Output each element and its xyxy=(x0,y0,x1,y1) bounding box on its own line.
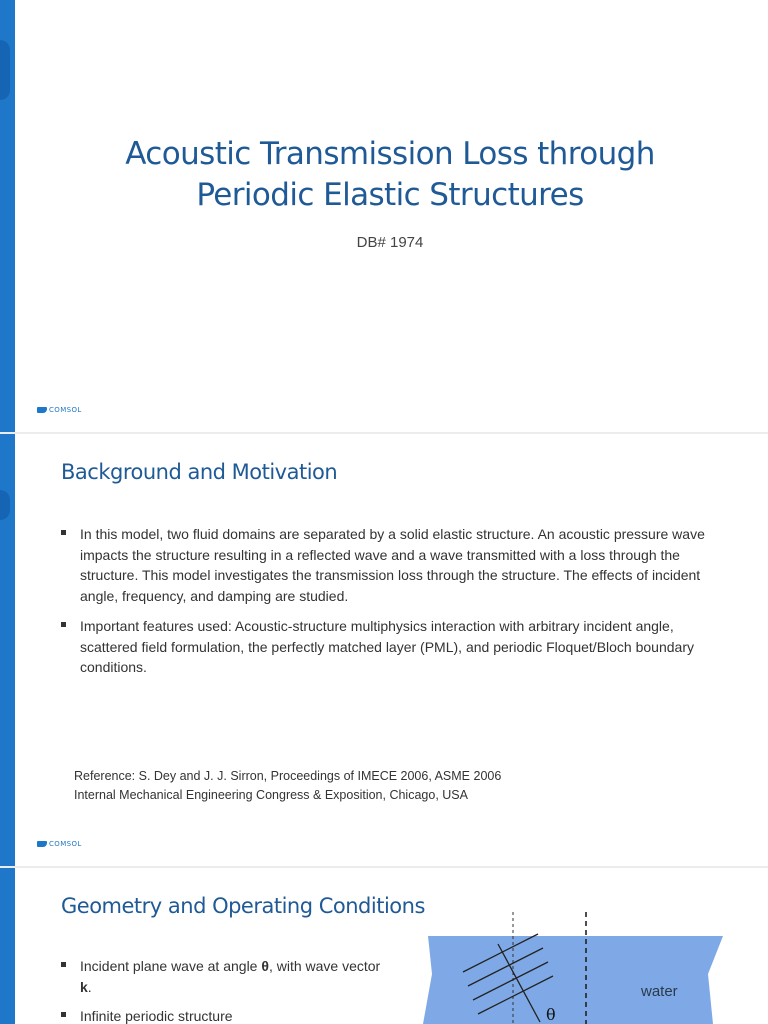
bullet-marker-icon xyxy=(61,1012,66,1017)
left-accent-bar xyxy=(0,868,15,1024)
bullet-marker-icon xyxy=(61,622,66,627)
water-label: water xyxy=(641,983,678,1000)
list-item xyxy=(60,956,390,997)
angle-label: θ xyxy=(546,1005,556,1024)
left-accent-bar xyxy=(0,434,15,866)
theta-symbol: θ xyxy=(261,958,269,974)
list-item xyxy=(60,524,710,606)
water-domain xyxy=(423,936,723,1024)
bullet-text: Important features used: Acoustic-structure multiphysics interaction with arbitrary incident angle, scattered field formulation, the perfectly matched layer (PML), and periodic Floquet/Bloch boundary conditions. xyxy=(80,618,694,675)
left-accent-bar xyxy=(0,0,15,432)
list-item xyxy=(60,616,710,678)
slide-title xyxy=(0,0,768,432)
slide-background xyxy=(0,434,768,866)
wave-vector-symbol: k xyxy=(80,978,88,995)
list-item xyxy=(60,1006,390,1024)
title-line-1: Acoustic Transmission Loss through xyxy=(125,136,655,172)
comsol-logo-icon xyxy=(37,841,47,847)
geometry-diagram xyxy=(418,904,738,1024)
title-line-2: Periodic Elastic Structures xyxy=(196,177,584,213)
page-title xyxy=(60,134,720,216)
bullet-marker-icon xyxy=(61,962,66,967)
bullet-text: In this model, two fluid domains are separated by a solid elastic structure. An acoustic pressure wave impacts the structure resulting in a reflected wave and a wave transmitted with a loss through the structure. This model investigates the transmission loss through the structure. The effects of incident angle, frequency, and damping are studied. xyxy=(80,526,705,604)
comsol-logo-text: COMSOL xyxy=(49,840,82,848)
accent-notch xyxy=(0,40,10,100)
bullet-text: Infinite periodic structure xyxy=(80,1008,233,1024)
section-heading: Geometry and Operating Conditions xyxy=(61,894,425,918)
bullet-list xyxy=(60,524,710,688)
comsol-logo-text: COMSOL xyxy=(49,406,82,414)
reference-line-1: Reference: S. Dey and J. J. Sirron, Proceedings of IMECE 2006, ASME 2006 xyxy=(74,769,502,783)
accent-notch xyxy=(0,490,10,520)
reference-note xyxy=(74,767,501,805)
comsol-logo xyxy=(37,840,82,848)
bullet-marker-icon xyxy=(61,530,66,535)
bullet-text: , with wave vector xyxy=(268,958,381,974)
section-heading: Background and Motivation xyxy=(61,460,338,484)
bullet-text: . xyxy=(87,978,92,995)
comsol-logo xyxy=(37,406,82,414)
bullet-list xyxy=(60,956,390,1024)
reference-line-2: Internal Mechanical Engineering Congress & Exposition, Chicago, USA xyxy=(74,788,468,802)
slide-geometry xyxy=(0,868,768,1024)
bullet-text: Incident plane wave at angle xyxy=(80,958,262,974)
comsol-logo-icon xyxy=(37,407,47,413)
document-id: DB# 1974 xyxy=(356,234,424,251)
